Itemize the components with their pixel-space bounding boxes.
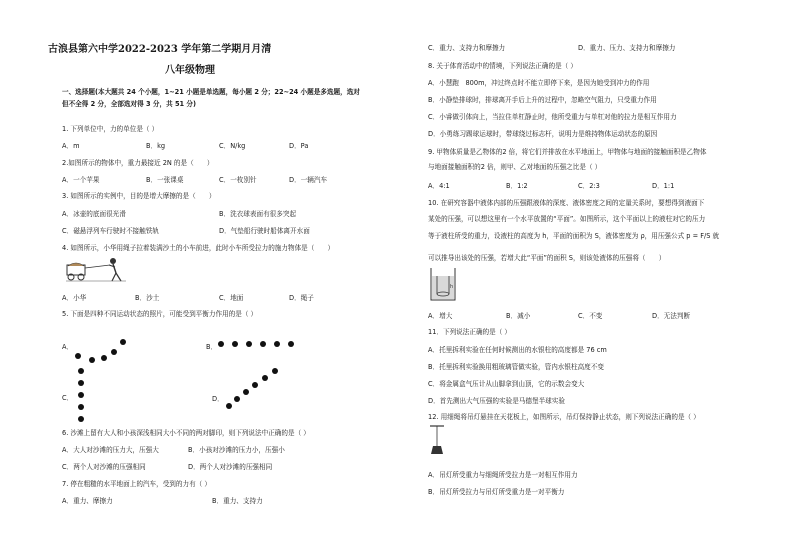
q8-option-d: D．小勇练习踢球运球时，带球绕过标志杆，说明力是维持物体运动状态的原因: [428, 130, 658, 138]
question-3: 3. 如图所示的实例中，目的是增大摩擦的是（ ）: [62, 192, 216, 200]
cart-figure: [66, 256, 128, 284]
q9-option-d: D．1:1: [652, 182, 675, 190]
question-5: 5. 下面是四种不同运动状态的照片，可能受到平衡力作用的是（ ）: [62, 310, 258, 318]
motion-dot: [272, 368, 278, 374]
q1-option-d: D．Pa: [289, 142, 309, 150]
motion-dot: [288, 341, 294, 347]
q6-option-b: B．小孩对沙滩的压力小，压强小: [188, 446, 285, 454]
q8-option-b: B．小静垫排球时，排球离开手后上升的过程中，忽略空气阻力，只受重力作用: [428, 96, 657, 104]
q6-option-c: C．两个人对沙滩的压强相同: [62, 463, 146, 471]
q5-label-c: C．: [62, 394, 74, 402]
q8-option-a: A．小慧跑 800m，冲过终点时不能立即停下来，是因为她受到冲力的作用: [428, 79, 650, 87]
q1-option-b: B．kg: [146, 142, 166, 150]
q2-option-a: A．一个苹果: [62, 176, 100, 184]
q2-option-b: B．一张课桌: [146, 176, 184, 184]
q4-option-a: A．小华: [62, 294, 87, 302]
question-10-cont-2: 等于液柱所受的重力，设液柱的高度为 h，平面的面积为 S，液体密度为 ρ，用压强公式 p = F/S 就: [428, 232, 720, 240]
question-10: 10. 在研究容器中液体内部的压强跟液体的深度、液体密度之间的定量关系时，要想得到液面下: [428, 199, 705, 207]
motion-dot: [101, 355, 107, 361]
q3-option-a: A．冰壶的底面很光滑: [62, 210, 126, 218]
motion-dot: [78, 416, 84, 422]
q6-option-d: D．两个人对沙滩的压强相同: [188, 463, 273, 471]
motion-dot: [232, 341, 238, 347]
q2-option-d: D．一辆汽车: [289, 176, 328, 184]
question-9: 9. 甲物体质量是乙物体的2 倍，将它们并排放在水平地面上，甲物体与地面的接触面积是乙物体: [428, 148, 707, 156]
motion-dot: [226, 403, 232, 409]
q7-option-c: C．重力、支持力和摩擦力: [428, 44, 506, 52]
liquid-container-figure: [428, 266, 458, 304]
q2-option-c: C．一枚别针: [219, 176, 257, 184]
motion-dot: [252, 382, 258, 388]
motion-dot: [234, 396, 240, 402]
motion-dot: [262, 375, 268, 381]
motion-dot: [78, 368, 84, 374]
q12-option-b: B．吊灯所受拉力与吊灯所受重力是一对平衡力: [428, 488, 565, 496]
q10-option-a: A．增大: [428, 312, 453, 320]
q3-option-d: D．气垫船行驶时船体离开水面: [219, 227, 310, 235]
q5-label-a: A．: [62, 343, 74, 351]
q7-option-d: D．重力、压力、支持力和摩擦力: [578, 44, 676, 52]
q7-option-b: B．重力、支持力: [212, 497, 263, 505]
question-2: 2.如图所示的物体中，重力最接近 2N 的是（ ）: [62, 159, 214, 167]
q6-option-a: A．大人对沙滩的压力大，压强大: [62, 446, 159, 454]
motion-dot: [75, 353, 81, 359]
question-10-cont-3: 可以推导出该处的压强，若增大此“平面”的面积 S，则该处液体的压强将（ ）: [428, 254, 666, 262]
q11-option-b: B．托里拆利实验换用粗玻璃管做实验，管内水银柱高度不变: [428, 363, 604, 371]
q4-option-d: D．绳子: [289, 294, 314, 302]
motion-dot: [78, 404, 84, 410]
q4-option-c: C．地面: [219, 294, 244, 302]
q5-label-b: B．: [206, 343, 218, 351]
page-title: 古浪县第六中学2022-2023 学年第二学期月月清: [48, 44, 272, 55]
motion-dot: [78, 392, 84, 398]
q5-label-d: D．: [212, 395, 224, 403]
question-6: 6. 沙滩上留有大人和小孩深浅相同大小不同的两对脚印，则下列说法中正确的是（ ）: [62, 429, 310, 437]
motion-dot: [78, 380, 84, 386]
question-1: 1. 下列单位中，力的单位是（ ）: [62, 125, 159, 133]
section-heading: 一、选择题(本大题共 24 个小题，1~21 小题是单选题，每小题 2 分；22~24 小题是多选题，选对: [62, 88, 360, 96]
q7-option-a: A．重力、摩擦力: [62, 497, 113, 505]
q11-option-a: A．托里拆利实验在任何时候测出的水银柱的高度都是 76 cm: [428, 346, 607, 354]
q3-option-b: B．洗衣球表面有很多突起: [219, 210, 297, 218]
q3-option-c: C．磁悬浮列车行驶时不接触铁轨: [62, 227, 159, 235]
question-10-cont-1: 某处的压强，可以想这里有一个水平放置的“平面”。如图所示，这个平面以上的液柱对它的压力: [428, 215, 706, 223]
q10-option-b: B．减小: [506, 312, 531, 320]
q1-option-c: C．N/kg: [219, 142, 246, 150]
page-subtitle: 八年级物理: [165, 65, 215, 76]
q1-option-a: A．m: [62, 142, 80, 150]
q10-option-d: D．无法判断: [652, 312, 691, 320]
q8-option-c: C．小睿做引体向上，当拉住单杠静止时，他所受重力与单杠对他的拉力是相互作用力: [428, 113, 677, 121]
question-11: 11．下列说法正确的是（ ）: [428, 328, 512, 336]
motion-dot: [89, 357, 95, 363]
question-4: 4. 如图所示，小华用绳子拉着装满沙土的小车前进，此时小车所受拉力的施力物体是（ ）: [62, 244, 335, 252]
q9-option-b: B．1:2: [506, 182, 528, 190]
q9-option-c: C．2:3: [578, 182, 600, 190]
section-heading-2: 但不全得 2 分，全部选对得 3 分，共 51 分): [62, 100, 197, 108]
motion-dot: [246, 341, 252, 347]
motion-dot: [218, 341, 224, 347]
question-12: 12. 用细绳将吊灯悬挂在天花板上，如图所示，吊灯保持静止状态，则下列说法正确的是（ ）: [428, 413, 700, 421]
q4-option-b: B．沙土: [135, 294, 160, 302]
question-8: 8. 关于体育活动中的情境，下列说法正确的是（ ）: [428, 62, 577, 70]
q10-option-c: C．不变: [578, 312, 603, 320]
q9-option-a: A．4:1: [428, 182, 450, 190]
motion-dot: [274, 341, 280, 347]
hanging-lamp-figure: [428, 424, 448, 464]
question-7: 7. 停在粗糙的水平地面上的汽车，受到的力有（ ）: [62, 480, 211, 488]
svg-text:h: h: [450, 284, 454, 290]
motion-dot: [111, 349, 117, 355]
q11-option-d: D．首先测出大气压强的实验是马德堡半球实验: [428, 397, 565, 405]
motion-dot: [120, 339, 126, 345]
motion-dot: [243, 389, 249, 395]
q12-option-a: A．吊灯所受重力与细绳所受拉力是一对相互作用力: [428, 471, 578, 479]
question-9-cont: 与地面接触面积的2 倍，则甲、乙对地面的压强之比是（ ）: [428, 163, 602, 171]
motion-dot: [260, 341, 266, 347]
q11-option-c: C．将金属盒气压计从山脚拿到山顶，它的示数会变大: [428, 380, 585, 388]
